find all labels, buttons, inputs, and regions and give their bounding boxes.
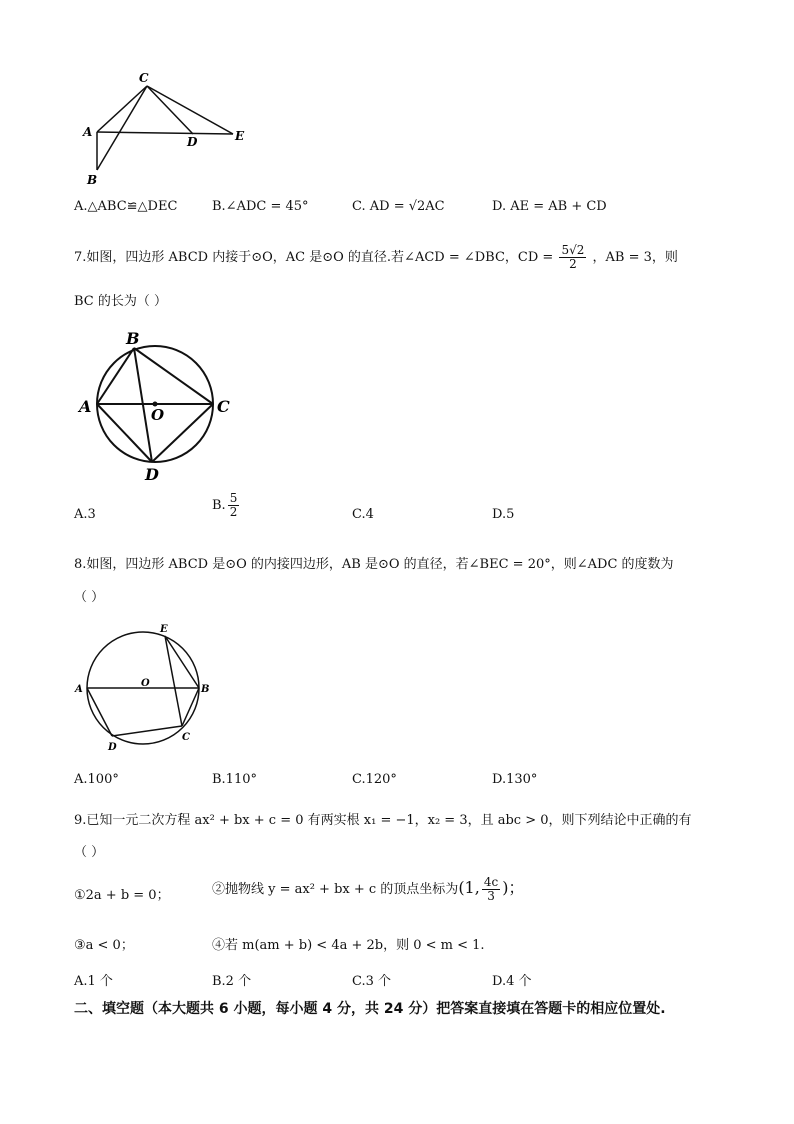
- q7-option-b-prefix: B.: [212, 498, 226, 513]
- q9-statement-2-fraction: [482, 876, 500, 903]
- q7-label-c: C: [217, 397, 230, 416]
- q7-label-o: O: [151, 406, 165, 424]
- q8-label-e: E: [160, 624, 168, 635]
- q9-stem-line2: （ ）: [74, 845, 105, 860]
- q6-label-d: D: [187, 135, 198, 149]
- q8-label-o: O: [141, 678, 150, 689]
- q7-cd-denominator: 2: [569, 257, 577, 271]
- q7-stem-line2: BC 的长为（ ）: [74, 294, 168, 309]
- q6-label-c: C: [139, 71, 149, 85]
- q7-option-b-numerator: 5: [229, 491, 238, 505]
- q6-label-b: B: [87, 173, 98, 186]
- q7-option-d: D.5: [492, 507, 515, 522]
- q7-cd-numerator: 5√2: [561, 243, 585, 257]
- q8-option-a: A.100°: [74, 772, 119, 787]
- q6-option-d: D. AE = AB + CD: [492, 199, 607, 214]
- q6-label-a: A: [83, 125, 93, 139]
- q7-option-b-denominator: 2: [229, 505, 238, 519]
- q8-stem-line2: （ ）: [74, 590, 105, 605]
- section-2-heading: 二、填空题（本大题共 6 小题，每小题 4 分，共 24 分）把答案直接填在答题卡的相应位置处.: [74, 1001, 666, 1017]
- q9-option-d: D.4 个: [492, 974, 532, 989]
- q7-cd-fraction: [559, 244, 586, 271]
- q8-option-b: B.110°: [212, 772, 257, 787]
- q8-label-b: B: [201, 684, 210, 695]
- q9-option-a: A.1 个: [74, 974, 113, 989]
- q7-option-b-fraction: [228, 492, 240, 519]
- q8-figure: [72, 618, 222, 758]
- q9-statement-2-text: ②抛物线 y = ax² + bx + c 的顶点坐标为: [212, 882, 459, 897]
- q9-statement-2: [212, 876, 524, 903]
- q8-label-a: A: [75, 684, 83, 695]
- q6-label-e: E: [235, 129, 245, 143]
- q8-option-d: D.130°: [492, 772, 538, 787]
- q9-option-b: B.2 个: [212, 974, 252, 989]
- q9-statement-4: ④若 m(am + b) < 4a + 2b，则 0 < m < 1.: [212, 938, 485, 953]
- q9-statement-2-numerator: 4c: [483, 875, 499, 889]
- q8-stem-line1: 8.如图，四边形 ABCD 是⊙O 的内接四边形，AB 是⊙O 的直径，若∠BEC = 20°，则∠ADC 的度数为: [74, 557, 674, 572]
- q7-stem-line1: [74, 244, 678, 271]
- q8-option-c: C.120°: [352, 772, 397, 787]
- q7-stem-text-a: 7.如图，四边形 ABCD 内接于⊙O，AC 是⊙O 的直径.若∠ACD = ∠DBC，CD =: [74, 250, 554, 265]
- q6-figure: [75, 68, 255, 186]
- q9-statement-2-open: (1,: [458, 878, 480, 897]
- q7-option-b: [212, 492, 241, 519]
- q6-option-b: B.∠ADC = 45°: [212, 199, 309, 214]
- q9-statement-3: ③a < 0；: [74, 938, 134, 953]
- q7-option-c: C.4: [352, 507, 374, 522]
- q9-statement-2-denominator: 3: [487, 889, 495, 903]
- q7-option-a: A.3: [74, 507, 96, 522]
- q8-label-d: D: [108, 742, 117, 753]
- q6-option-c: C. AD = √2AC: [352, 199, 445, 214]
- q7-label-d: D: [145, 465, 159, 484]
- q6-option-a: A.△ABC≌△DEC: [74, 199, 178, 214]
- q9-statement-2-close: )；: [502, 878, 525, 897]
- q7-stem-text-b: ，AB = 3，则: [592, 250, 678, 265]
- q7-figure: [72, 326, 242, 486]
- q7-label-b: B: [126, 329, 140, 348]
- q9-stem-line1: 9.已知一元二次方程 ax² + bx + c = 0 有两实根 x₁ = −1，x₂ = 3，且 abc > 0，则下列结论中正确的有: [74, 813, 692, 828]
- q9-option-c: C.3 个: [352, 974, 392, 989]
- q7-label-a: A: [79, 397, 92, 416]
- q8-label-c: C: [182, 732, 190, 743]
- q9-statement-1: ①2a + b = 0；: [74, 888, 170, 903]
